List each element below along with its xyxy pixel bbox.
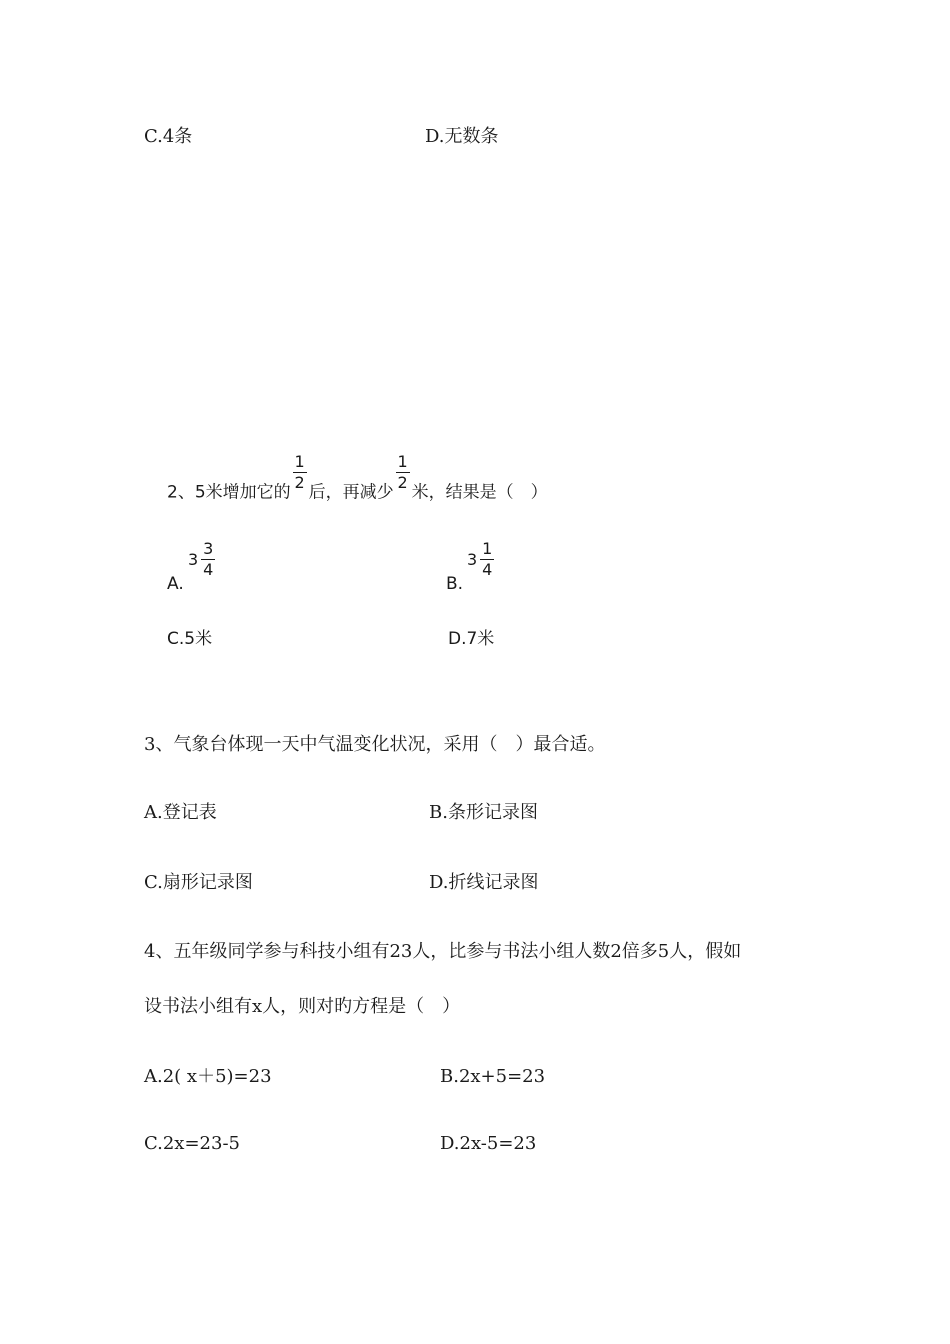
q2-option-c: C.5米 bbox=[167, 629, 213, 649]
q2-fraction-1 bbox=[293, 453, 307, 492]
q2-fraction-2-numerator: 1 bbox=[397, 452, 408, 471]
q2-fraction-1-numerator: 1 bbox=[294, 452, 305, 471]
q2-option-a-whole: 3 bbox=[188, 550, 199, 569]
q2-option-b-whole: 3 bbox=[467, 550, 478, 569]
q4-option-d: D.2x-5=23 bbox=[440, 1133, 537, 1154]
q1-option-c: C.4条 bbox=[144, 126, 193, 147]
q4-option-a: A.2( x＋5)=23 bbox=[144, 1066, 272, 1087]
q2-option-b-numerator: 1 bbox=[482, 539, 493, 558]
q2-option-b-fraction bbox=[480, 540, 494, 579]
q2-fraction-1-denominator: 2 bbox=[294, 473, 305, 492]
q4-option-c: C.2x=23-5 bbox=[144, 1133, 240, 1154]
q3-option-a: A.登记表 bbox=[144, 802, 217, 823]
q2-question-suffix: 米，结果是（ ） bbox=[411, 482, 548, 503]
q2-question-prefix: 2、5米增加它的 bbox=[167, 482, 291, 503]
q2-question-mid: 后，再减少 bbox=[308, 482, 394, 503]
q2-option-b-value bbox=[467, 540, 496, 579]
q2-fraction-2 bbox=[396, 453, 410, 492]
q2-option-b-label: B. bbox=[446, 574, 464, 594]
q2-option-a-fraction bbox=[201, 540, 215, 579]
q4-question-line-2: 设书法小组有x人，则对旳方程是（ ） bbox=[144, 996, 461, 1017]
q2-fraction-2-denominator: 2 bbox=[397, 473, 408, 492]
q4-option-b: B.2x+5=23 bbox=[440, 1066, 546, 1087]
q3-option-c: C.扇形记录图 bbox=[144, 872, 253, 893]
q2-option-d: D.7米 bbox=[448, 629, 495, 649]
q3-question: 3、气象台体现一天中气温变化状况，采用（ ）最合适。 bbox=[144, 734, 606, 755]
q3-option-b: B.条形记录图 bbox=[429, 802, 538, 823]
q2-option-a-value bbox=[188, 540, 217, 579]
q2-option-a-label: A. bbox=[167, 574, 184, 594]
q2-option-b-denominator: 4 bbox=[482, 560, 493, 579]
q2-option-a-denominator: 4 bbox=[203, 560, 214, 579]
q1-option-d: D.无数条 bbox=[425, 126, 499, 147]
q3-option-d: D.折线记录图 bbox=[429, 872, 539, 893]
q4-question-line-1: 4、五年级同学参与科技小组有23人，比参与书法小组人数2倍多5人，假如 bbox=[144, 941, 742, 962]
q2-option-a-numerator: 3 bbox=[203, 539, 214, 558]
q2-question bbox=[167, 452, 548, 512]
